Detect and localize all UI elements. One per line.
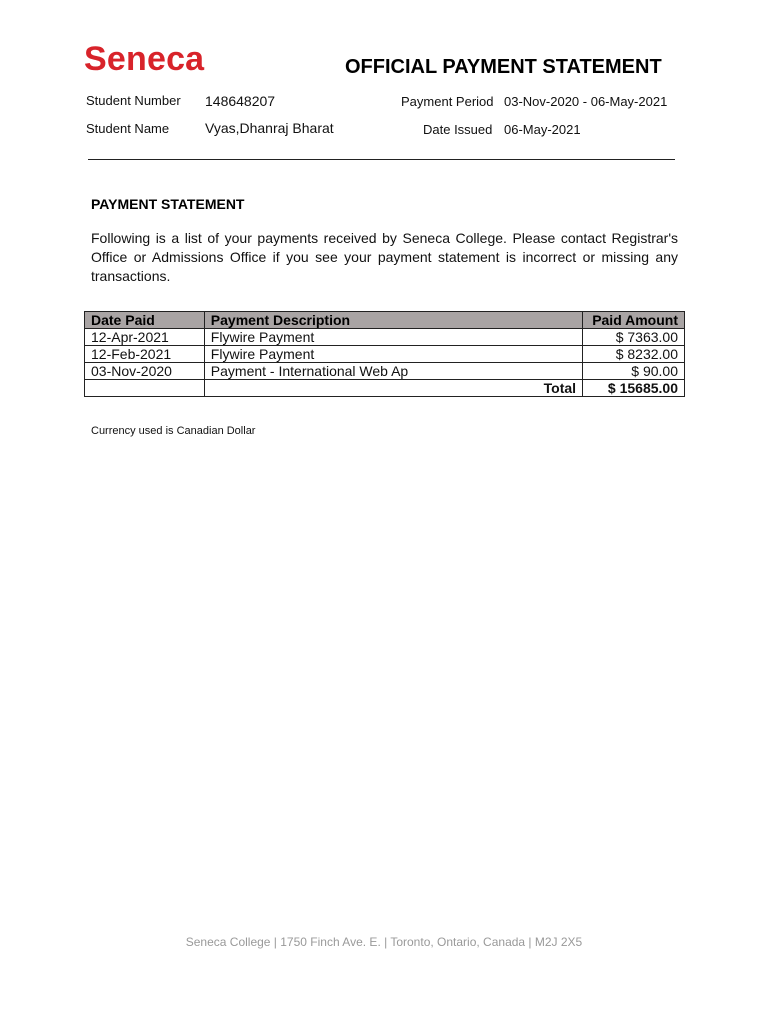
- row-description: Flywire Payment: [204, 346, 582, 363]
- row-date: 12-Feb-2021: [85, 346, 205, 363]
- student-name-value: Vyas,Dhanraj Bharat: [205, 120, 334, 136]
- document-title: OFFICIAL PAYMENT STATEMENT: [345, 56, 662, 78]
- row-date: 12-Apr-2021: [85, 329, 205, 346]
- column-header-description: Payment Description: [204, 312, 582, 329]
- seneca-logo: Seneca: [84, 40, 205, 78]
- student-number-label: Student Number: [86, 93, 181, 108]
- row-amount: $ 8232.00: [583, 346, 685, 363]
- column-header-date: Date Paid: [85, 312, 205, 329]
- student-number-value: 148648207: [205, 93, 276, 109]
- header-divider: [88, 159, 675, 160]
- date-issued-value: 06-May-2021: [504, 122, 581, 137]
- row-amount: $ 90.00: [583, 363, 685, 380]
- section-heading: PAYMENT STATEMENT: [91, 196, 245, 212]
- payment-period-value: 03-Nov-2020 - 06-May-2021: [504, 94, 668, 109]
- total-empty-cell: [85, 380, 205, 397]
- row-date: 03-Nov-2020: [85, 363, 205, 380]
- payment-period-label: Payment Period: [401, 94, 494, 109]
- row-description: Flywire Payment: [204, 329, 582, 346]
- table-row: [85, 329, 685, 346]
- total-label: Total: [204, 380, 582, 397]
- date-issued-label: Date Issued: [423, 122, 493, 137]
- table-header-row: [85, 312, 685, 329]
- row-description: Payment - International Web Ap: [204, 363, 582, 380]
- currency-note: Currency used is Canadian Dollar: [91, 425, 256, 437]
- table-row: [85, 363, 685, 380]
- table-row: [85, 346, 685, 363]
- payments-table: [84, 311, 685, 397]
- student-name-label: Student Name: [86, 121, 170, 136]
- total-row: [85, 380, 685, 397]
- footer-address: Seneca College | 1750 Finch Ave. E. | Toronto, Ontario, Canada | M2J 2X5: [185, 935, 583, 949]
- column-header-amount: Paid Amount: [583, 312, 685, 329]
- row-amount: $ 7363.00: [583, 329, 685, 346]
- statement-paragraph: Following is a list of your payments received by Seneca College. Please contact Registrar's Office or Admissions Office if you see your payment statement is incorrect or missing any transactions.: [91, 230, 678, 284]
- total-amount: $ 15685.00: [583, 380, 685, 397]
